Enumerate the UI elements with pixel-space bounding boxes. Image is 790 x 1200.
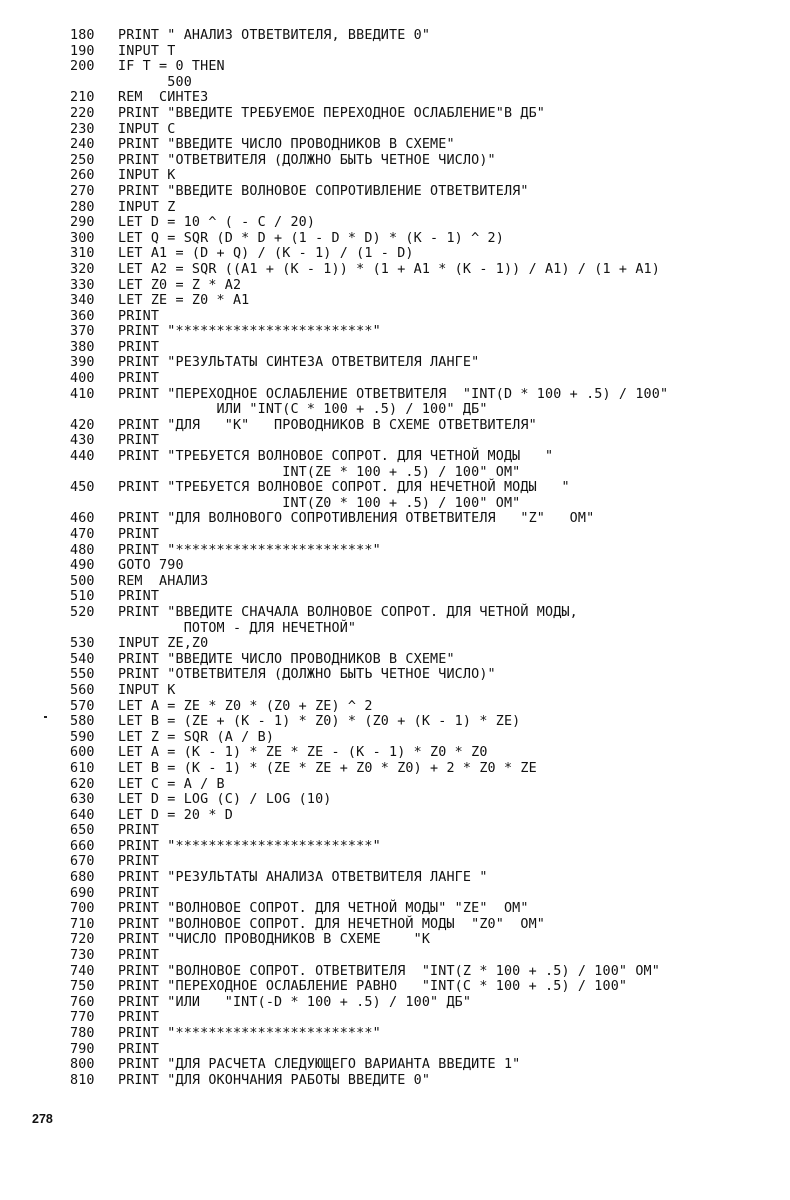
line-number: 590 [70,729,95,745]
code-line [70,527,782,543]
line-code: PRINT [118,308,160,324]
line-code: LET A = (K - 1) * ZE * ZE - (K - 1) * Z0 * Z0 [118,745,488,761]
line-number: 530 [70,636,95,652]
line-number: 360 [70,308,95,324]
line-number: 280 [70,199,95,215]
code-line [70,1026,782,1042]
line-number: 300 [70,230,95,246]
code-line [70,558,782,574]
line-code: PRINT "************************" [118,838,381,854]
line-number: 730 [70,948,95,964]
code-line [70,886,782,902]
line-number: 180 [70,28,95,43]
code-line [70,1042,782,1058]
code-line [70,496,782,512]
line-number: 470 [70,527,95,542]
line-code: PRINT "ОТВЕТВИТЕЛЯ (ДОЛЖНО БЫТЬ ЧЕТНОЕ ЧИСЛО)" [118,152,496,168]
line-number: 660 [70,838,95,854]
line-code: PRINT [118,527,160,542]
line-code: PRINT "ВОЛНОВОЕ СОПРОТ. ОТВЕТВИТЕЛЯ "INT(Z * 100 + .5) / 100" ОМ" [118,963,660,979]
code-line [70,995,782,1011]
line-number: 520 [70,604,95,620]
line-number [70,465,118,481]
code-line [70,823,782,839]
line-number: 240 [70,137,95,153]
code-line [70,153,782,169]
line-number: 210 [70,90,95,106]
code-line [70,418,782,434]
line-code: PRINT [118,339,160,355]
code-line [70,870,782,886]
code-line [70,901,782,917]
code-line [70,839,782,855]
line-number: 560 [70,682,95,698]
line-code: PRINT "ДЛЯ РАСЧЕТА СЛЕДУЮЩЕГО ВАРИАНТА ВВЕДИТЕ 1" [118,1057,521,1073]
code-line [70,1010,782,1026]
code-line [70,699,782,715]
code-line [70,761,782,777]
line-code: PRINT "ТРЕБУЕТСЯ ВОЛНОВОЕ СОПРОТ. ДЛЯ НЕЧЕТНОЙ МОДЫ " [118,480,570,496]
code-line [70,745,782,761]
line-number: 490 [70,558,95,574]
line-code: PRINT "ЧИСЛО ПРОВОДНИКОВ В СХЕМЕ "K [118,932,431,948]
line-code: 500 [118,74,192,90]
line-code: LET D = 10 ^ ( - C / 20) [118,215,316,231]
line-number: 570 [70,698,95,714]
code-line [70,262,782,278]
line-number: 450 [70,480,95,496]
line-number: 190 [70,43,95,59]
code-line [70,511,782,527]
line-code: LET Q = SQR (D * D + (1 - D * D) * (K - 1) ^ 2) [118,230,504,246]
line-code: GOTO 790 [118,558,184,574]
line-code: PRINT " АНАЛИЗ ОТВЕТВИТЕЛЯ, ВВЕДИТЕ 0" [118,28,431,43]
line-code: LET A = ZE * Z0 * (Z0 + ZE) ^ 2 [118,698,373,714]
line-number: 540 [70,651,95,667]
line-code: IF T = 0 THEN [118,59,225,75]
code-line [70,371,782,387]
code-line [70,730,782,746]
line-number [70,402,118,418]
line-number: 440 [70,449,95,465]
line-number: 750 [70,979,95,995]
code-line [70,652,782,668]
line-code: ПОТОМ - ДЛЯ НЕЧЕТНОЙ" [118,620,357,636]
line-code: LET ZE = Z0 * A1 [118,293,250,309]
code-line [70,917,782,933]
line-code: PRINT [118,371,160,387]
line-code: PRINT "ВВЕДИТЕ СНАЧАЛА ВОЛНОВОЕ СОПРОТ. ДЛЯ ЧЕТНОЙ МОДЫ, [118,604,578,620]
line-code: INPUT ZE,Z0 [118,636,209,652]
code-line [70,574,782,590]
code-line [70,324,782,340]
line-number: 630 [70,792,95,808]
line-code: REM АНАЛИЗ [118,573,209,589]
code-line [70,168,782,184]
line-number: 810 [70,1072,95,1088]
line-code: PRINT [118,948,160,964]
code-line [70,44,782,60]
line-number: 500 [70,573,95,589]
line-number: 340 [70,293,95,309]
code-line [70,683,782,699]
code-line [70,309,782,325]
line-number: 400 [70,371,95,387]
line-number: 420 [70,417,95,433]
line-code: PRINT "ВВЕДИТЕ ЧИСЛО ПРОВОДНИКОВ В СХЕМЕ" [118,651,455,667]
line-number: 790 [70,1041,95,1057]
code-line [70,667,782,683]
line-code: INPUT K [118,168,176,184]
line-number: 410 [70,386,95,402]
line-code: PRINT "РЕЗУЛЬТАТЫ АНАЛИЗА ОТВЕТВИТЕЛЯ ЛАНГЕ " [118,870,488,886]
line-code: INT(ZE * 100 + .5) / 100" ОМ" [118,464,521,480]
line-number: 200 [70,59,95,75]
line-number: 220 [70,105,95,121]
code-line [70,621,782,637]
line-code: PRINT "ВВЕДИТЕ ТРЕБУЕМОЕ ПЕРЕХОДНОЕ ОСЛАБЛЕНИЕ"В ДБ" [118,105,546,121]
line-number [70,75,118,91]
line-number: 670 [70,854,95,870]
line-code: LET B = (K - 1) * (ZE * ZE + Z0 * Z0) + 2 * Z0 * ZE [118,760,537,776]
code-line [70,589,782,605]
line-number: 250 [70,152,95,168]
line-number: 710 [70,916,95,932]
line-number: 290 [70,215,95,231]
code-line [70,355,782,371]
code-line [70,964,782,980]
line-number: 460 [70,511,95,527]
line-number: 370 [70,324,95,340]
line-code: PRINT "ПЕРЕХОДНОЕ ОСЛАБЛЕНИЕ ОТВЕТВИТЕЛЯ "INT(D * 100 + .5) / 100" [118,386,669,402]
line-number: 770 [70,1010,95,1026]
line-number: 260 [70,168,95,184]
line-code: LET C = A / B [118,776,225,792]
line-number [70,496,118,512]
line-number: 700 [70,901,95,917]
code-line [70,293,782,309]
code-line [70,636,782,652]
code-line [70,231,782,247]
line-code: PRINT "ВВЕДИТЕ ЧИСЛО ПРОВОДНИКОВ В СХЕМЕ" [118,137,455,153]
line-code: REM СИНТЕЗ [118,90,209,106]
line-code: PRINT "ИЛИ "INT(-D * 100 + .5) / 100" ДБ" [118,994,472,1010]
code-line [70,433,782,449]
line-number: 680 [70,870,95,886]
line-number: 270 [70,183,95,199]
code-line [70,387,782,403]
line-code: LET Z0 = Z * A2 [118,277,242,293]
code-line [70,106,782,122]
line-code: LET A2 = SQR ((A1 + (K - 1)) * (1 + A1 * (K - 1)) / A1) / (1 + A1) [118,261,660,277]
code-line [70,1073,782,1089]
line-number: 550 [70,667,95,683]
code-line [70,137,782,153]
line-code: PRINT [118,823,160,839]
line-code: INPUT Z [118,199,176,215]
code-line [70,480,782,496]
line-number: 640 [70,807,95,823]
margin-mark [44,716,47,718]
code-line [70,75,782,91]
line-number: 230 [70,121,95,137]
line-number: 430 [70,433,95,449]
code-line [70,90,782,106]
code-line [70,948,782,964]
line-code: PRINT [118,885,160,901]
page-number: 278 [32,1112,53,1126]
line-code: LET D = LOG (C) / LOG (10) [118,792,332,808]
line-number: 600 [70,745,95,761]
line-number: 740 [70,963,95,979]
line-number: 650 [70,823,95,839]
line-number: 780 [70,1026,95,1041]
line-number: 720 [70,932,95,948]
line-code: PRINT "ВОЛНОВОЕ СОПРОТ. ДЛЯ ЧЕТНОЙ МОДЫ" "ZE" ОМ" [118,901,529,917]
code-line [70,465,782,481]
line-code: PRINT "ДЛЯ "K" ПРОВОДНИКОВ В СХЕМЕ ОТВЕТВИТЕЛЯ" [118,417,537,433]
code-line [70,449,782,465]
line-code: LET Z = SQR (A / B) [118,729,275,745]
line-number: 690 [70,885,95,901]
line-number: 310 [70,246,95,262]
line-code: INT(Z0 * 100 + .5) / 100" ОМ" [118,495,521,511]
line-code: INPUT C [118,121,176,137]
line-code: PRINT "ВВЕДИТЕ ВОЛНОВОЕ СОПРОТИВЛЕНИЕ ОТВЕТВИТЕЛЯ" [118,183,529,199]
code-line [70,932,782,948]
code-line [70,854,782,870]
code-line [70,28,782,44]
line-code: PRINT "************************" [118,1026,381,1041]
code-line [70,402,782,418]
line-code: PRINT "************************" [118,324,381,340]
line-code: PRINT [118,1041,160,1057]
line-code: PRINT [118,1010,160,1026]
line-number: 760 [70,994,95,1010]
code-line [70,543,782,559]
line-number: 610 [70,760,95,776]
code-line [70,122,782,138]
line-code: PRINT [118,589,160,605]
line-number: 330 [70,277,95,293]
code-line [70,605,782,621]
code-line [70,200,782,216]
line-code: PRINT [118,854,160,870]
line-code: LET B = (ZE + (K - 1) * Z0) * (Z0 + (K - 1) * ZE) [118,714,521,730]
line-code: PRINT "ВОЛНОВОЕ СОПРОТ. ДЛЯ НЕЧЕТНОЙ МОДЫ "Z0" ОМ" [118,916,546,932]
code-line [70,792,782,808]
basic-program-listing [70,28,782,1088]
line-number: 620 [70,776,95,792]
line-number: 380 [70,339,95,355]
line-code: PRINT "ОТВЕТВИТЕЛЯ (ДОЛЖНО БЫТЬ ЧЕТНОЕ ЧИСЛО)" [118,667,496,683]
code-line [70,714,782,730]
line-code: PRINT "ПЕРЕХОДНОЕ ОСЛАБЛЕНИЕ РАВНО "INT(C * 100 + .5) / 100" [118,979,628,995]
line-number: 390 [70,355,95,371]
line-code: INPUT T [118,43,176,59]
code-line [70,777,782,793]
line-number: 320 [70,261,95,277]
code-line [70,979,782,995]
line-code: PRINT "ДЛЯ ОКОНЧАНИЯ РАБОТЫ ВВЕДИТЕ 0" [118,1072,431,1088]
line-code: PRINT "ТРЕБУЕТСЯ ВОЛНОВОЕ СОПРОТ. ДЛЯ ЧЕТНОЙ МОДЫ " [118,449,554,465]
code-line [70,215,782,231]
line-number: 580 [70,714,95,730]
line-number [70,621,118,637]
line-code: LET D = 20 * D [118,807,233,823]
line-code: LET A1 = (D + Q) / (K - 1) / (1 - D) [118,246,414,262]
code-line [70,808,782,824]
line-code: PRINT "************************" [118,542,381,558]
line-code: INPUT K [118,682,176,698]
code-line [70,59,782,75]
line-code: PRINT "ДЛЯ ВОЛНОВОГО СОПРОТИВЛЕНИЯ ОТВЕТВИТЕЛЯ "Z" ОМ" [118,511,595,527]
line-number: 800 [70,1057,95,1073]
line-code: PRINT "РЕЗУЛЬТАТЫ СИНТЕЗА ОТВЕТВИТЕЛЯ ЛАНГЕ" [118,355,480,371]
line-code: PRINT [118,433,160,449]
code-line [70,184,782,200]
code-line [70,278,782,294]
line-code: ИЛИ "INT(C * 100 + .5) / 100" ДБ" [118,402,488,418]
code-line [70,340,782,356]
code-line [70,246,782,262]
line-number: 510 [70,589,95,605]
line-number: 480 [70,542,95,558]
code-line [70,1057,782,1073]
